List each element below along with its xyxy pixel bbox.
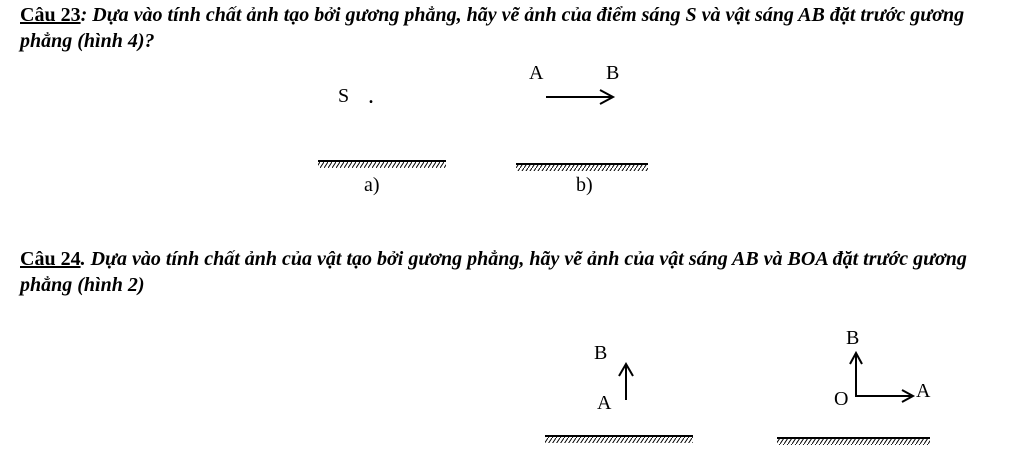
object-boa-label-a: A — [916, 380, 931, 402]
caption-b: b) — [576, 174, 593, 196]
question-24-separator: . — [80, 248, 86, 270]
object-ab-label-a: A — [597, 392, 612, 414]
object-boa-arrows — [850, 353, 913, 402]
object-boa-label-b: B — [846, 327, 860, 349]
mirror-4b — [516, 164, 648, 171]
vector-ab-label-b: B — [606, 62, 620, 84]
point-s-dot: . — [368, 83, 374, 109]
mirror-2-left — [545, 436, 693, 443]
question-23-text: Dựa vào tính chất ảnh tạo bởi gương phẳng, hãy vẽ ảnh của điểm sáng S và vật sáng AB đặt trước gương phẳng (hình 4)? — [20, 4, 965, 52]
vector-ab-label-a: A — [529, 62, 544, 84]
mirror-2-right — [777, 438, 930, 445]
question-23-number: Câu 23 — [20, 4, 81, 26]
point-s-label: S — [338, 85, 350, 107]
mirror-4a — [318, 161, 446, 168]
object-ab-arrow — [619, 364, 633, 400]
object-boa-label-o: O — [834, 388, 849, 410]
caption-a: a) — [364, 174, 380, 196]
question-24-text: Dựa vào tính chất ảnh của vật tạo bởi gương phẳng, hãy vẽ ảnh của vật sáng AB và BOA đặt trước gương phẳng (hình 2) — [20, 248, 967, 296]
object-ab-label-b: B — [594, 342, 608, 364]
question-24-number: Câu 24 — [20, 248, 81, 270]
vector-ab-arrow — [546, 90, 613, 104]
question-23-separator: : — [80, 4, 88, 26]
